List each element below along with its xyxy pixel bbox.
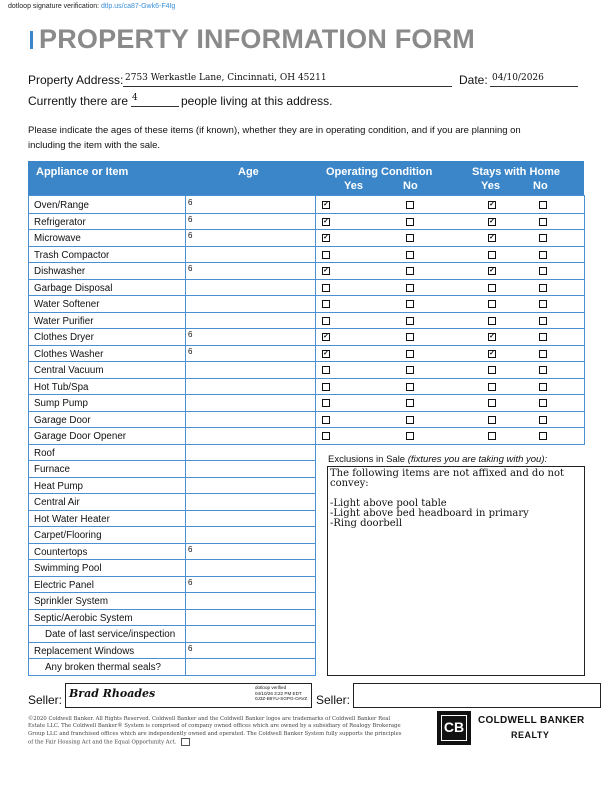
logo-line2: REALTY xyxy=(511,730,550,740)
checkbox-op-no[interactable] xyxy=(406,234,414,242)
checkbox-op-yes[interactable] xyxy=(322,251,330,259)
table-row xyxy=(28,659,315,676)
table-row xyxy=(28,313,584,330)
table-row xyxy=(28,494,315,511)
table-grid-line xyxy=(315,195,316,676)
table-row xyxy=(28,478,315,495)
checkbox-op-yes[interactable]: ✓ xyxy=(323,349,329,357)
item-name: Clothes Washer xyxy=(34,348,104,360)
exclusion-line: -Light above bed headboard in primary xyxy=(330,508,529,519)
table-row xyxy=(28,362,584,379)
checkbox-st-yes[interactable] xyxy=(488,383,496,391)
item-age[interactable]: 6 xyxy=(188,643,193,653)
item-age[interactable]: 6 xyxy=(188,214,193,224)
seller2-signature-box[interactable] xyxy=(353,683,601,708)
checkbox-op-yes[interactable] xyxy=(322,366,330,374)
dotloop-stamp xyxy=(255,685,307,702)
checkbox-st-no[interactable] xyxy=(539,300,547,308)
checkbox-op-no[interactable] xyxy=(406,366,414,374)
seller1-signature: Brad Rhoades xyxy=(69,687,156,700)
table-row xyxy=(28,643,315,660)
table-row xyxy=(28,296,584,313)
item-name: Roof xyxy=(34,447,55,459)
table-row xyxy=(28,346,584,363)
checkbox-op-no[interactable] xyxy=(406,350,414,358)
item-name: Refrigerator xyxy=(34,216,86,228)
item-name: Water Purifier xyxy=(34,315,94,327)
item-age[interactable]: 6 xyxy=(188,198,193,207)
table-row xyxy=(28,610,315,627)
coldwell-banker-logo-mark xyxy=(437,711,471,745)
checkbox-op-no[interactable] xyxy=(406,300,414,308)
checkbox-op-no[interactable] xyxy=(406,383,414,391)
table-row xyxy=(28,214,584,231)
item-age[interactable]: 6 xyxy=(188,577,193,587)
footer-text: ©2020 Coldwell Banker. All Rights Reserved. Coldwell Banker and the Coldwell Banker logos are trademarks of Coldwell Banker Real Estate LLC. The Coldwell Banker® System is comprised of company owned offices which are owned by a subsidiary of Realogy Brokerage Group LLC and franchised offices which are independently owned and operated. The Coldwell Banker System fully supports the principles of the Fair Housing Act and the Equal Opportunity Act. xyxy=(28,716,402,746)
checkbox-st-no[interactable] xyxy=(539,416,547,424)
header-st-no: No xyxy=(533,180,548,192)
checkbox-op-no[interactable] xyxy=(406,416,414,424)
footer-legal xyxy=(28,716,408,747)
checkbox-st-no[interactable] xyxy=(539,366,547,374)
checkbox-st-no[interactable] xyxy=(539,350,547,358)
table-row xyxy=(28,329,584,346)
table-row xyxy=(28,379,584,396)
checkbox-st-no[interactable] xyxy=(539,234,547,242)
exclusion-line: convey: xyxy=(330,478,369,489)
item-name: Sprinkler System xyxy=(34,596,109,607)
table-row xyxy=(28,412,584,429)
header-op-yes: Yes xyxy=(344,180,363,192)
verification-prefix: dotloop signature verification: xyxy=(8,3,100,10)
seller2-label: Seller: xyxy=(316,693,351,707)
table-row xyxy=(28,593,315,610)
table-row xyxy=(28,428,584,445)
exclusions-label xyxy=(328,454,547,465)
item-name: Clothes Dryer xyxy=(34,332,94,343)
item-name: Countertops xyxy=(34,546,88,558)
table-row xyxy=(28,527,315,544)
instructions: Please indicate the ages of these items (if known), whether they are in operating condition, and if you are planning on including the item with the sale. xyxy=(28,125,521,151)
item-name: Septic/Aerobic System xyxy=(34,612,133,624)
checkbox-op-no[interactable] xyxy=(406,267,414,275)
checkbox-st-yes[interactable] xyxy=(488,399,496,407)
checkbox-st-yes[interactable]: ✓ xyxy=(489,234,495,241)
header-st-yes: Yes xyxy=(481,180,500,192)
item-name: Water Softener xyxy=(34,299,100,310)
header-age: Age xyxy=(238,166,259,178)
checkbox-op-no[interactable] xyxy=(406,201,414,209)
checkbox-st-yes[interactable]: ✓ xyxy=(489,267,495,274)
checkbox-st-no[interactable] xyxy=(539,317,547,325)
header-item: Appliance or Item xyxy=(36,166,129,178)
occupancy-suffix: people living at this address. xyxy=(181,94,333,108)
checkbox-st-no[interactable] xyxy=(539,333,547,341)
exclusion-line: -Light above pool table xyxy=(330,498,447,509)
address-label: Property Address: xyxy=(28,73,124,87)
table-header xyxy=(28,161,584,195)
checkbox-op-yes[interactable]: ✓ xyxy=(323,333,329,340)
checkbox-op-yes[interactable] xyxy=(322,399,330,407)
date-label: Date: xyxy=(459,73,488,87)
checkbox-op-yes[interactable] xyxy=(322,432,330,440)
checkbox-op-yes[interactable] xyxy=(322,300,330,308)
checkbox-st-no[interactable] xyxy=(539,383,547,391)
header-op-no: No xyxy=(403,180,418,192)
table-row xyxy=(28,511,315,528)
checkbox-st-no[interactable] xyxy=(539,201,547,209)
verification-line xyxy=(8,3,175,10)
checkbox-op-no[interactable] xyxy=(406,399,414,407)
stamp-line: 04/10/26 3:22 PM EDT xyxy=(255,690,302,696)
table-row xyxy=(28,445,315,462)
checkbox-st-yes[interactable]: ✓ xyxy=(489,349,495,357)
checkbox-st-yes[interactable] xyxy=(488,251,496,259)
checkbox-op-no[interactable] xyxy=(406,432,414,440)
table-row xyxy=(28,230,584,247)
checkbox-st-no[interactable] xyxy=(539,218,547,226)
checkbox-st-yes[interactable]: ✓ xyxy=(489,333,495,340)
item-name: Hot Water Heater xyxy=(34,513,110,525)
item-name: Garage Door xyxy=(34,414,91,426)
occupancy-prefix: Currently there are xyxy=(28,94,129,108)
checkbox-op-yes[interactable]: ✓ xyxy=(323,217,329,225)
occupancy-underline xyxy=(131,106,179,107)
item-name: Garage Door Opener xyxy=(34,431,127,442)
checkbox-op-yes[interactable] xyxy=(322,317,330,325)
table-grid-line xyxy=(28,195,584,196)
occupancy-value[interactable]: 4 xyxy=(132,93,138,103)
table-grid-line xyxy=(584,195,585,445)
item-name: Electric Panel xyxy=(34,579,94,591)
equal-housing-icon xyxy=(181,738,190,746)
item-age[interactable]: 6 xyxy=(188,544,193,554)
checkbox-st-no[interactable] xyxy=(539,432,547,440)
checkbox-op-no[interactable] xyxy=(406,317,414,325)
title-accent-bar xyxy=(30,31,33,49)
item-name: Central Vacuum xyxy=(34,365,104,376)
checkbox-st-yes[interactable] xyxy=(488,284,496,292)
checkbox-st-yes[interactable] xyxy=(488,300,496,308)
table-row xyxy=(28,280,584,297)
checkbox-st-no[interactable] xyxy=(539,399,547,407)
checkbox-op-yes[interactable]: ✓ xyxy=(323,267,329,274)
checkbox-st-yes[interactable]: ✓ xyxy=(489,217,495,225)
item-name: Microwave xyxy=(34,233,81,244)
table-grid-line xyxy=(28,195,29,676)
checkbox-op-yes[interactable]: ✓ xyxy=(323,234,329,241)
verification-link[interactable]: dtlp.us/ca87-Gwk6-F4Ig xyxy=(101,3,176,10)
table-row xyxy=(28,395,584,412)
item-name: Dishwasher xyxy=(34,266,86,277)
header-stays: Stays with Home xyxy=(472,166,561,178)
seller1-label: Seller: xyxy=(28,693,63,707)
checkbox-op-no[interactable] xyxy=(406,284,414,292)
table-row xyxy=(28,544,315,561)
stamp-line: dotloop verified xyxy=(255,685,287,690)
date-value[interactable]: 04/10/2026 xyxy=(492,73,544,83)
date-underline xyxy=(490,86,578,87)
exclusion-line: -Ring doorbell xyxy=(330,518,403,529)
checkbox-st-yes[interactable] xyxy=(488,366,496,374)
seller1-signature-box[interactable] xyxy=(65,683,312,708)
stamp-line: 0J3Z-B6YU-SGPG-OAVZ xyxy=(255,696,308,701)
item-age[interactable]: 6 xyxy=(188,264,193,273)
logo-line1: COLDWELL BANKER xyxy=(478,715,585,726)
table-row xyxy=(28,577,315,594)
table-row xyxy=(28,560,315,577)
exclusion-line: The following items are not affixed and do not xyxy=(330,468,565,479)
checkbox-op-yes[interactable] xyxy=(322,284,330,292)
item-name: Heat Pump xyxy=(34,480,84,492)
checkbox-st-no[interactable] xyxy=(539,284,547,292)
logo-mark-text: CB xyxy=(443,719,465,735)
checkbox-op-no[interactable] xyxy=(406,251,414,259)
exclusions-textbox[interactable] xyxy=(327,466,585,676)
item-age[interactable]: 6 xyxy=(188,330,193,339)
item-name: Garbage Disposal xyxy=(34,282,113,294)
exclusions-label-text: Exclusions in Sale xyxy=(328,454,406,465)
item-age[interactable]: 6 xyxy=(188,346,193,356)
checkbox-op-yes[interactable]: ✓ xyxy=(323,201,329,208)
checkbox-op-yes[interactable] xyxy=(322,416,330,424)
checkbox-op-no[interactable] xyxy=(406,218,414,226)
item-age[interactable]: 6 xyxy=(188,231,193,240)
header-operating: Operating Condition xyxy=(326,166,433,178)
item-name: Sump Pump xyxy=(34,398,88,409)
checkbox-st-yes[interactable]: ✓ xyxy=(489,201,495,208)
checkbox-st-no[interactable] xyxy=(539,251,547,259)
checkbox-st-yes[interactable] xyxy=(488,317,496,325)
exclusions-label-italic: (fixtures you are taking with you): xyxy=(407,454,548,465)
item-name: Oven/Range xyxy=(34,200,90,211)
address-underline xyxy=(123,86,452,87)
checkbox-op-yes[interactable] xyxy=(322,383,330,391)
address-value[interactable]: 2753 Werkastle Lane, Cincinnati, OH 45211 xyxy=(125,73,327,83)
item-name: Hot Tub/Spa xyxy=(34,381,89,393)
table-row xyxy=(28,626,315,643)
table-row xyxy=(28,197,584,214)
table-row xyxy=(28,461,315,478)
checkbox-st-yes[interactable] xyxy=(488,432,496,440)
item-name: Replacement Windows xyxy=(34,645,135,657)
item-name: Swimming Pool xyxy=(34,563,102,574)
table-grid-line xyxy=(185,195,186,676)
table-row xyxy=(28,247,584,264)
checkbox-st-no[interactable] xyxy=(539,267,547,275)
item-name: Carpet/Flooring xyxy=(34,530,102,541)
checkbox-op-no[interactable] xyxy=(406,333,414,341)
item-name: Trash Compactor xyxy=(34,249,110,261)
item-name: Central Air xyxy=(34,497,80,508)
item-name: Any broken thermal seals? xyxy=(45,662,161,673)
item-name: Furnace xyxy=(34,464,70,475)
item-name: Date of last service/inspection xyxy=(45,629,176,640)
checkbox-st-yes[interactable] xyxy=(488,416,496,424)
page-title: PROPERTY INFORMATION FORM xyxy=(39,24,475,54)
table-row xyxy=(28,263,584,280)
